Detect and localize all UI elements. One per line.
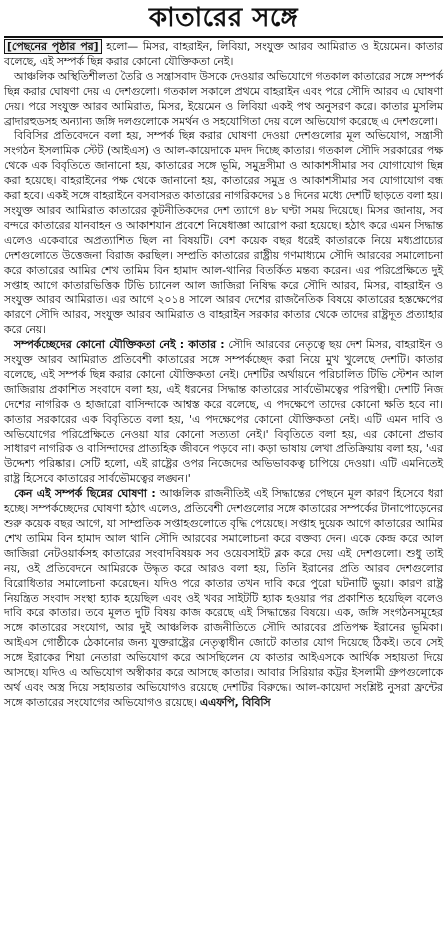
article-paragraph-2 (4, 70, 443, 130)
article-body (4, 40, 443, 711)
section-subhead: কেন এই সম্পর্ক ছিন্নের ঘোষণা : (14, 487, 156, 501)
article-paragraph-1 (4, 40, 443, 70)
continued-from-label: [পেছনের পৃষ্ঠার পর] (4, 39, 102, 54)
section-subhead: সম্পর্কচ্ছেদের কোনো যৌক্তিকতা নেই : কাতার : (14, 338, 225, 352)
article-paragraph-3 (4, 129, 443, 338)
paragraph-text: আঞ্চলিক অস্থিতিশীলতা তৈরি ও সন্ত্রাসবাদ উসকে দেওয়ার অভিযোগে গতকাল কাতারের সঙ্গে সম্পর্ক ছিন্ন করার ঘোষণা দেয় এ দেশগুলো। গতকাল সকালে প্রথমে বাহরাইন এবং পরে সৌদি আরব এ ঘোষণা দেয়। পরে সংযুক্ত আরব আমিরাত, মিসর, ইয়েমেন ও লিবিয়া একই পথ অনুসরণ করে। কাতার মুসলিম ব্রাদারহুডসহ অন্যান্য জঙ্গি দলগুলোকে সমর্থন ও সহযোগিতা দেয় বলে অভিযোগ করেছে এ দেশগুলো। (4, 69, 443, 128)
paragraph-text: হলো— মিসর, বাহরাইন, লিবিয়া, সংযুক্ত আরব আমিরাত ও ইয়েমেন। কাতার বলেছে, এই সম্পর্ক ছিন্ন করার কোনো যৌক্তিকতা নেই। (4, 40, 443, 68)
paragraph-text: সৌদি আরবের নেতৃত্বে ছয় দেশ মিসর, বাহরাইন ও সংযুক্ত আরব আমিরাত প্রতিবেশী কাতারের সঙ্গে সম্পর্কচ্ছেদ করা নিয়ে মুখ খুলেছে দেশটি। কাতার বলেছে, এই সম্পর্ক ছিন্ন করার কোনো যৌক্তিকতা নেই। দেশটির অর্থায়নে পরিচালিত টিভি স্টেশন আল জাজিরায় প্রকাশিত সংবাদে বলা হয়, এই ধরনের সিদ্ধান্ত কাতারের সার্বভৌমত্বের পরিপন্থী। দেশটি নিজ দেশের নাগরিক ও হাজারো বাসিন্দাকে আশ্বস্ত করে বলেছে, এ পদক্ষেপে তাদের কোনো ক্ষতি হবে না। কাতার সরকারের এক বিবৃতিতে বলা হয়, 'এ পদক্ষেপের কোনো যৌক্তিকতা নেই। এটি এমন দাবি ও অভিযোগের পরিপ্রেক্ষিতে নেওয়া যার কোনো সত্যতা নেই।' বিবৃতিতে বলা হয়, এর কোনো প্রভাব সাধারণ নাগরিক ও বাসিন্দাদের প্রাত্যহিক জীবনে পড়বে না। কড়া ভাষায় লেখা প্রতিক্রিয়ায় বলা হয়, 'এর উদ্দেশ্য পরিষ্কার। সেটি হলো, এই রাষ্ট্রের ওপর নিজেদের অভিভাবকত্ব চাপিয়ে দেওয়া। এটি এমনিতেই রাষ্ট্র হিসেবে কাতারের সার্বভৌমত্বের লঙ্ঘন।' (4, 338, 443, 486)
article-paragraph-4 (4, 338, 443, 487)
article-paragraph-5 (4, 487, 443, 711)
headline-divider (4, 36, 443, 38)
byline: এএফপি, বিবিসি (199, 695, 271, 709)
headline: কাতারের সঙ্গে (148, 3, 299, 33)
paragraph-text: বিবিসির প্রতিবেদনে বলা হয়, সম্পর্ক ছিন্ন করার ঘোষণা দেওয়া দেশগুলোর মূল অভিযোগ, সন্ত্রাসী সংগঠন ইসলামিক স্টেট (আইএস) ও আল-কায়েদাকে মদদ দিচ্ছে কাতার। গতকাল সৌদি সরকারের পক্ষ থেকে এক বিবৃতিতে জানানো হয়, কাতারের সঙ্গে ভূমি, সমুদ্রসীমা ও আকাশসীমার সব যোগাযোগ ছিন্ন করা হয়েছে। বাহরাইনের পক্ষ থেকে জানানো হয়, কাতারের সমুদ্র ও আকাশসীমার সব যোগাযোগ বন্ধ করা হবে। একই সঙ্গে বাহরাইনে বসবাসরত কাতারের নাগরিকদের ১৪ দিনের মধ্যে দেশটি ছাড়তে বলা হয়। সংযুক্ত আরব আমিরাত কাতারের কূটনীতিকদের দেশ ত্যাগে ৪৮ ঘণ্টা সময় দিয়েছে। মিসর জানায়, সব বন্দরে কাতারের যানবাহন ও আকাশযান প্রবেশে নিষেধাজ্ঞা আরোপ করা হয়েছে। হঠাৎ করে এমন সিদ্ধান্ত এলেও একেবারে অপ্রত্যাশিত ছিল না বিষয়টি। বেশ কয়েক বছর ধরেই কাতারকে নিয়ে মধ্যপ্রাচ্যের দেশগুলোতে উত্তেজনা বিরাজ করছিল। সম্প্রতি কাতারের রাষ্ট্রীয় গণমাধ্যমে সৌদি আরবের সমালোচনা করে কাতারের আমির শেখ তামিম বিন হামাদ আল-থানির বিতর্কিত মন্তব্য করেন। এর পরিপ্রেক্ষিতে দুই সপ্তাহ আগে কাতারভিত্তিক টিভি চ্যানেল আল জাজিরা নিষিদ্ধ করে সৌদি আরব, মিসর, বাহরাইন ও সংযুক্ত আরব আমিরাত। এর আগে ২০১৪ সালে আরব দেশের রাজনৈতিক বিষয়ে কাতারের হস্তক্ষেপের কারণে সৌদি আরব, সংযুক্ত আরব আমিরাত ও বাহরাইন সরকার কাতার থেকে তাদের রাষ্ট্রদূত প্রত্যাহার করে নেয়। (4, 129, 443, 337)
paragraph-text: আঞ্চলিক রাজনীতিই এই সিদ্ধান্তের পেছনে মূল কারণ হিসেবে ধরা হচ্ছে। সম্পর্কচ্ছেদের ঘোষণা হঠাৎ এলেও, প্রতিবেশী দেশগুলোর সঙ্গে কাতারের সম্পর্কের টানাপোড়েনের শুরু কয়েক বছর আগে, যা সাম্প্রতিক সপ্তাহগুলোতে বৃদ্ধি পেয়েছে। সপ্তাহ দুয়েক আগে কাতারের আমির শেখ তামিম বিন হামাদ আল থানি সৌদি আরবের সমালোচনা করে বক্তব্য দেন। একে কেন্দ্র করে আল জাজিরা নেটওয়ার্কসহ কাতারের সংবাদবিষয়ক সব ওয়েবসাইট ব্লক করে দেয় এই দেশগুলো। শুধু তাই নয়, ওই প্রতিবেদনে আমিরকে উদ্ধৃত করে আরও বলা হয়, তিনি ইরানের প্রতি আরব দেশগুলোর বিরোধিতার সমালোচনা করেছেন। যদিও পরে কাতার তখন দাবি করে পুরো ঘটনাটি ভুয়া। কারণ রাষ্ট্র নিয়ন্ত্রিত সংবাদ সংস্থা হ্যাক হয়েছিল এবং ওই খবর সাইটটি হ্যাক হওয়ার পর প্রকাশিত হয়েছিল বলেও দাবি করে কাতার। তবে মূলত দুটি বিষয় কাজ করেছে এই সিদ্ধান্তের বিষয়ে। এক, জঙ্গি সংগঠনসমূহের সঙ্গে কাতারের সংযোগ, আর দুই আঞ্চলিক রাজনীতিতে সৌদি আরবের প্রতিপক্ষ ইরানের ভূমিকা। আইএস গোষ্ঠীকে ঠেকানোর জন্য যুক্তরাষ্ট্রের নেতৃত্বাধীন জোটে কাতার যোগ দিয়েছে ঠিকই। তবে সেই সঙ্গে ইরাকের শিয়া নেতারা অভিযোগ করে আসছিলেন যে কাতার আইএসকে আর্থিক সহায়তা দিয়ে আসছে। যদিও এ অভিযোগ অস্বীকার করে আসছে কাতার। আবার সিরিয়ার কট্টর ইসলামী গ্রুপগুলোকে অর্থ এবং অস্ত্র দিয়ে সহায়তার অভিযোগও রয়েছে দেশটির বিরুদ্ধে। আল-কায়েদা সংশ্লিষ্ট নুসরা ফ্রন্টের সঙ্গে কাতারের সংযোগের অভিযোগও রয়েছে। (4, 487, 443, 709)
